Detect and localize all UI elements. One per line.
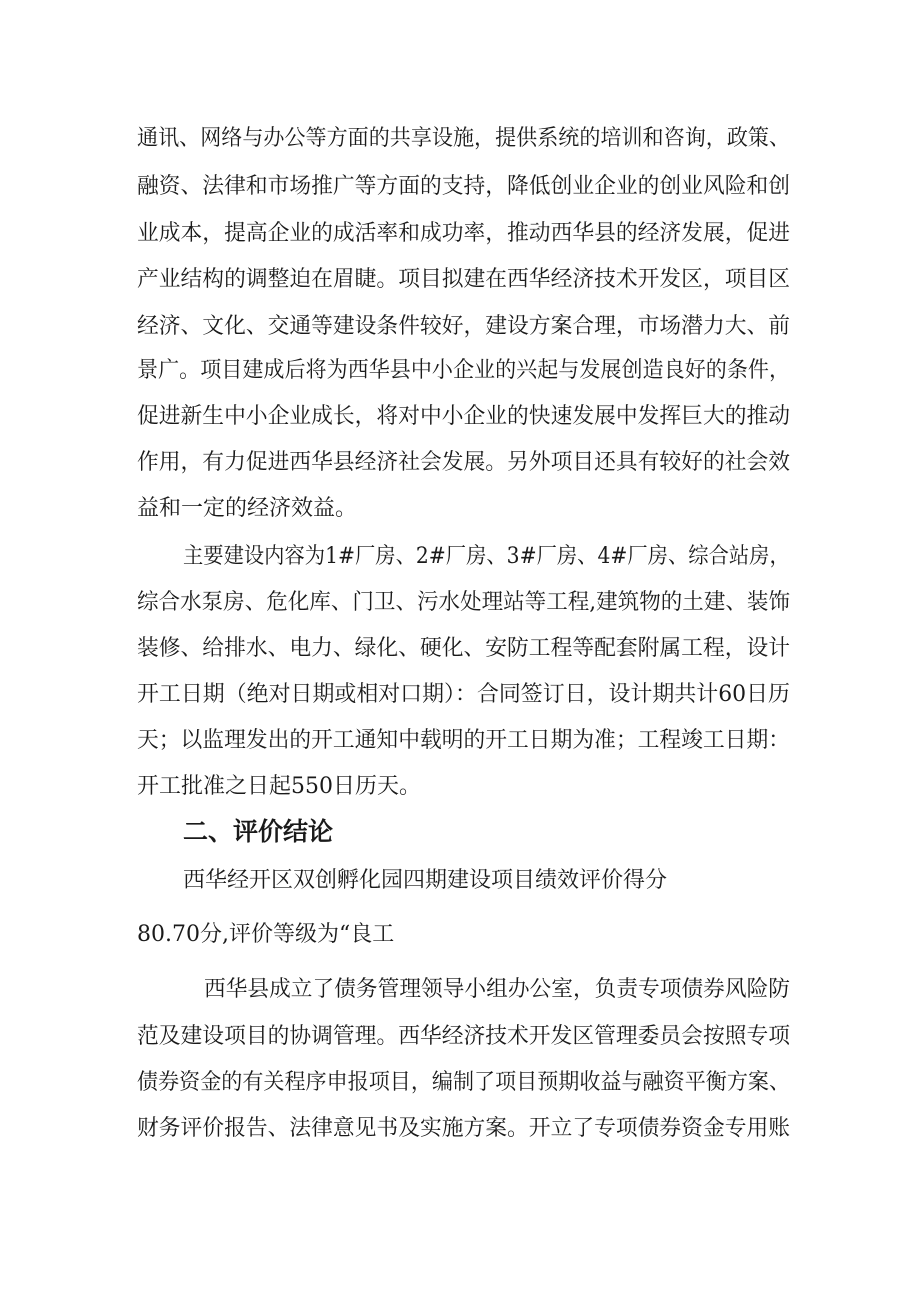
paragraph-3-line-1: 西华县成立了债务管理领导小组办公室，负责专项债券风险防 xyxy=(204,977,790,1002)
paragraph-1-line-4: 产业结构的调整迫在眉睫。项目拟建在西华经济技术开发区，项目区 xyxy=(137,267,791,292)
paragraph-2-line-3: 装修、给排水、电力、绿化、硬化、安防工程等配套附属工程，设计 xyxy=(137,636,791,661)
paragraph-1-line-1: 通讯、网络与办公等方面的共享设施，提供系统的培训和咨询，政策、 xyxy=(137,126,791,151)
paragraph-2-line-1: 主要建设内容为1#厂房、2#厂房、3#厂房、4#厂房、综合站房， xyxy=(183,544,790,569)
score-line-2: 80.70分,评价等级为“良工 xyxy=(137,922,395,947)
paragraph-3-line-3: 债券资金的有关程序申报项目，编制了项目预期收益与融资平衡方案、 xyxy=(137,1070,791,1095)
paragraph-2-line-5: 天；以监理发出的开工通知中载明的开工日期为准；工程竣工日期： xyxy=(137,728,791,753)
paragraph-1-line-6: 景广。项目建成后将为西华县中小企业的兴起与发展创造良好的条件， xyxy=(137,358,791,383)
paragraph-3-line-4: 财务评价报告、法律意见书及实施方案。开立了专项债券资金专用账 xyxy=(137,1116,791,1141)
score-line-1: 西华经开区双创孵化园四期建设项目绩效评价得分 xyxy=(183,868,668,893)
paragraph-1-line-3: 业成本，提高企业的成活率和成功率，推动西华县的经济发展，促进 xyxy=(137,221,791,246)
paragraph-1-line-9: 益和一定的经济效益。 xyxy=(137,496,358,521)
paragraph-2-line-4: 开工日期（绝对日期或相对口期）：合同签订日，设计期共计60日历 xyxy=(137,682,790,707)
paragraph-2-line-6: 开工批准之日起550日历天。 xyxy=(137,774,421,799)
paragraph-2-line-2: 综合水泵房、危化库、门卫、污水处理站等工程,建筑物的土建、装饰 xyxy=(137,590,790,615)
paragraph-1-line-2: 融资、法律和市场推广等方面的支持，降低创业企业的创业风险和创 xyxy=(137,174,791,199)
section-heading: 二、评价结论 xyxy=(183,817,334,846)
paragraph-1-line-8: 作用，有力促进西华县经济社会发展。另外项目还具有较好的社会效 xyxy=(137,450,791,475)
paragraph-1-line-5: 经济、文化、交通等建设条件较好，建设方案合理，市场潜力大、前 xyxy=(137,314,791,339)
paragraph-3-line-2: 范及建设项目的协调管理。西华经济技术开发区管理委员会按照专项 xyxy=(137,1024,791,1049)
paragraph-1-line-7: 促进新生中小企业成长，将对中小企业的快速发展中发挥巨大的推动 xyxy=(137,404,791,429)
